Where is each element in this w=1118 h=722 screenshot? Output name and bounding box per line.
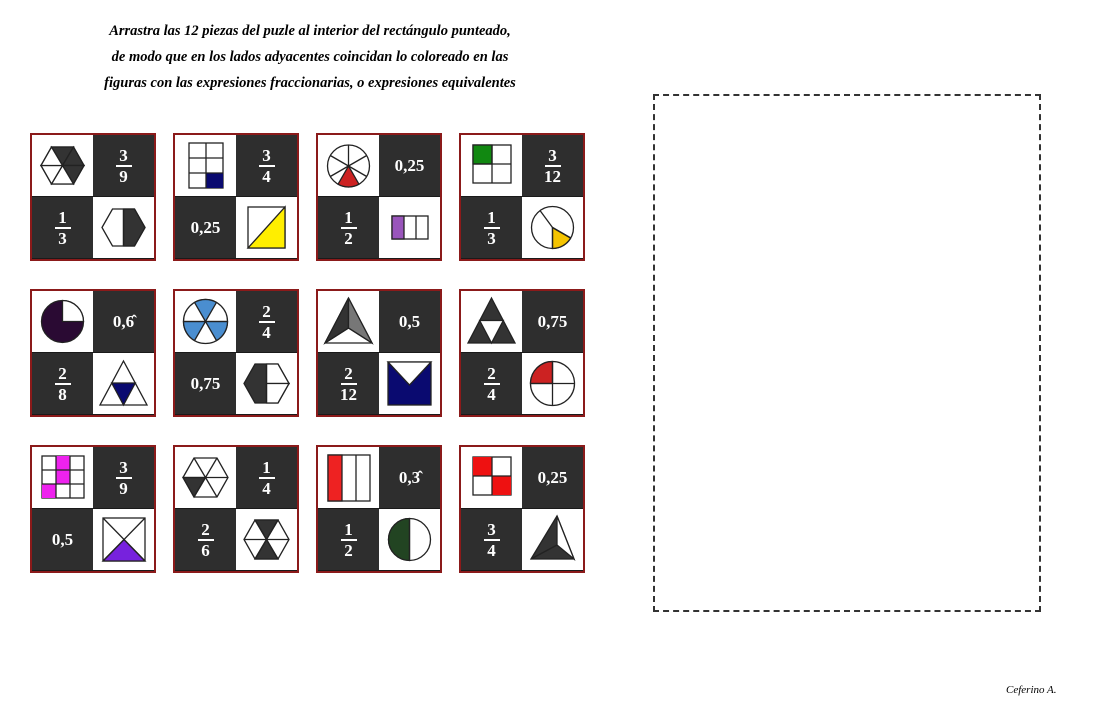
- decimal-cell: [379, 135, 440, 196]
- fraction-denominator: 6: [201, 540, 210, 560]
- hexagon-black-quarter-figure: [236, 353, 297, 414]
- fraction-label: [318, 197, 379, 258]
- fraction-cell: [93, 447, 154, 508]
- puzzle-piece[interactable]: [459, 133, 585, 261]
- author-credit: Ceferino A.: [1006, 684, 1057, 696]
- fraction-cell: [461, 353, 522, 414]
- circle-thirds-yellow-figure: [522, 197, 583, 258]
- decimal-label: 0,6̂: [112, 311, 135, 331]
- fraction-denominator: 2: [344, 228, 353, 248]
- fraction-numerator: 3: [119, 145, 128, 165]
- fraction-label: [318, 353, 379, 414]
- fraction-denominator: 2: [344, 540, 353, 560]
- fraction-numerator: 3: [262, 145, 271, 165]
- fraction-numerator: 2: [262, 301, 271, 321]
- fraction-numerator: 2: [344, 363, 353, 383]
- fraction-cell: [318, 197, 379, 258]
- fraction-label: [93, 447, 154, 508]
- fraction-numerator: 1: [58, 207, 67, 227]
- bar-thirds-purple-figure: [379, 197, 440, 258]
- fraction-label: [175, 509, 236, 570]
- fraction-numerator: 3: [119, 457, 128, 477]
- fraction-cell: [461, 509, 522, 570]
- circle-quarter-white-figure: [32, 291, 93, 352]
- fraction-label: [32, 353, 93, 414]
- fraction-numerator: 1: [344, 207, 353, 227]
- puzzle-piece[interactable]: [459, 289, 585, 417]
- decimal-cell: [32, 509, 93, 570]
- fraction-denominator: 3: [487, 228, 496, 248]
- decimal-label: 0,25: [394, 155, 425, 175]
- fraction-denominator: 4: [487, 540, 496, 560]
- fraction-denominator: 8: [58, 384, 67, 404]
- fraction-label: [236, 447, 297, 508]
- fraction-denominator: 12: [340, 384, 357, 404]
- circle-quarter-red-figure: [522, 353, 583, 414]
- circle-sixths-red-figure: [318, 135, 379, 196]
- fraction-numerator: 2: [58, 363, 67, 383]
- decimal-cell: [175, 353, 236, 414]
- fraction-cell: [236, 291, 297, 352]
- square-x-purple-figure: [93, 509, 154, 570]
- drop-zone[interactable]: [653, 94, 1041, 612]
- fraction-label: [522, 135, 583, 196]
- fraction-numerator: 2: [487, 363, 496, 383]
- fraction-denominator: 4: [487, 384, 496, 404]
- fraction-denominator: 4: [262, 322, 271, 342]
- fraction-cell: [236, 447, 297, 508]
- puzzle-piece[interactable]: [173, 133, 299, 261]
- instructions-line-2: de modo que en los lados adyacentes coincidan lo coloreado en las: [111, 49, 509, 65]
- puzzle-piece[interactable]: [173, 445, 299, 573]
- instructions: [60, 18, 560, 96]
- triangle-centroid-figure: [318, 291, 379, 352]
- triangle-corners-black-figure: [461, 291, 522, 352]
- fraction-numerator: 3: [548, 145, 557, 165]
- puzzle-piece[interactable]: [30, 289, 156, 417]
- decimal-cell: [379, 291, 440, 352]
- fraction-cell: [175, 509, 236, 570]
- decimal-cell: [522, 291, 583, 352]
- fraction-denominator: 12: [544, 166, 561, 186]
- puzzle-piece[interactable]: [173, 289, 299, 417]
- triangle-center-navy-figure: [93, 353, 154, 414]
- puzzle-piece[interactable]: [459, 445, 585, 573]
- fraction-cell: [32, 353, 93, 414]
- hexagon-sixths-hourglass-figure: [236, 509, 297, 570]
- puzzle-piece[interactable]: [30, 445, 156, 573]
- decimal-label: 0,75: [537, 311, 568, 331]
- decimal-label: 0,3̂: [398, 467, 421, 487]
- decimal-cell: [175, 197, 236, 258]
- grid-2x2-green-figure: [461, 135, 522, 196]
- fraction-denominator: 3: [58, 228, 67, 248]
- decimal-label: 0,25: [190, 217, 221, 237]
- triangle-centroid-right-figure: [522, 509, 583, 570]
- decimal-cell: [379, 447, 440, 508]
- circle-sixths-blue-figure: [175, 291, 236, 352]
- puzzle-piece[interactable]: [316, 445, 442, 573]
- instructions-line-1: Arrastra las 12 piezas del puzle al interior del rectángulo punteado,: [109, 23, 511, 39]
- decimal-label: 0,5: [51, 529, 74, 549]
- decimal-cell: [93, 291, 154, 352]
- fraction-label: [461, 353, 522, 414]
- decimal-cell: [522, 447, 583, 508]
- puzzle-piece[interactable]: [316, 133, 442, 261]
- fraction-denominator: 4: [262, 166, 271, 186]
- fraction-numerator: 1: [262, 457, 271, 477]
- square-yellow-triangle-figure: [236, 197, 297, 258]
- fraction-numerator: 1: [344, 519, 353, 539]
- fraction-cell: [522, 135, 583, 196]
- fraction-denominator: 9: [119, 166, 128, 186]
- fraction-label: [93, 135, 154, 196]
- decimal-label: 0,75: [190, 373, 221, 393]
- circle-half-green-figure: [379, 509, 440, 570]
- fraction-label: [318, 509, 379, 570]
- fraction-cell: [461, 197, 522, 258]
- fraction-numerator: 3: [487, 519, 496, 539]
- hexagon-sixths-one-figure: [175, 447, 236, 508]
- grid-3x3-magenta-figure: [32, 447, 93, 508]
- fraction-numerator: 2: [201, 519, 210, 539]
- fraction-label: [32, 197, 93, 258]
- decimal-label: 0,5: [398, 311, 421, 331]
- fraction-cell: [93, 135, 154, 196]
- fraction-label: [461, 197, 522, 258]
- instructions-line-3: figuras con las expresiones fraccionarias, o expresiones equivalentes: [104, 75, 516, 91]
- decimal-label: 0,25: [537, 467, 568, 487]
- puzzle-piece[interactable]: [316, 289, 442, 417]
- fraction-denominator: 4: [262, 478, 271, 498]
- fraction-cell: [318, 353, 379, 414]
- fraction-numerator: 1: [487, 207, 496, 227]
- grid-2x2-red-figure: [461, 447, 522, 508]
- hexagon-right-half-figure: [93, 197, 154, 258]
- fraction-cell: [318, 509, 379, 570]
- hexagon-tri-2-3-figure: [32, 135, 93, 196]
- fraction-label: [236, 135, 297, 196]
- puzzle-piece[interactable]: [30, 133, 156, 261]
- fraction-denominator: 9: [119, 478, 128, 498]
- square-navy-v-figure: [379, 353, 440, 414]
- fraction-cell: [236, 135, 297, 196]
- fraction-cell: [32, 197, 93, 258]
- bar-thirds-red-figure: [318, 447, 379, 508]
- fraction-label: [236, 291, 297, 352]
- fraction-label: [461, 509, 522, 570]
- grid-2x3-navy-figure: [175, 135, 236, 196]
